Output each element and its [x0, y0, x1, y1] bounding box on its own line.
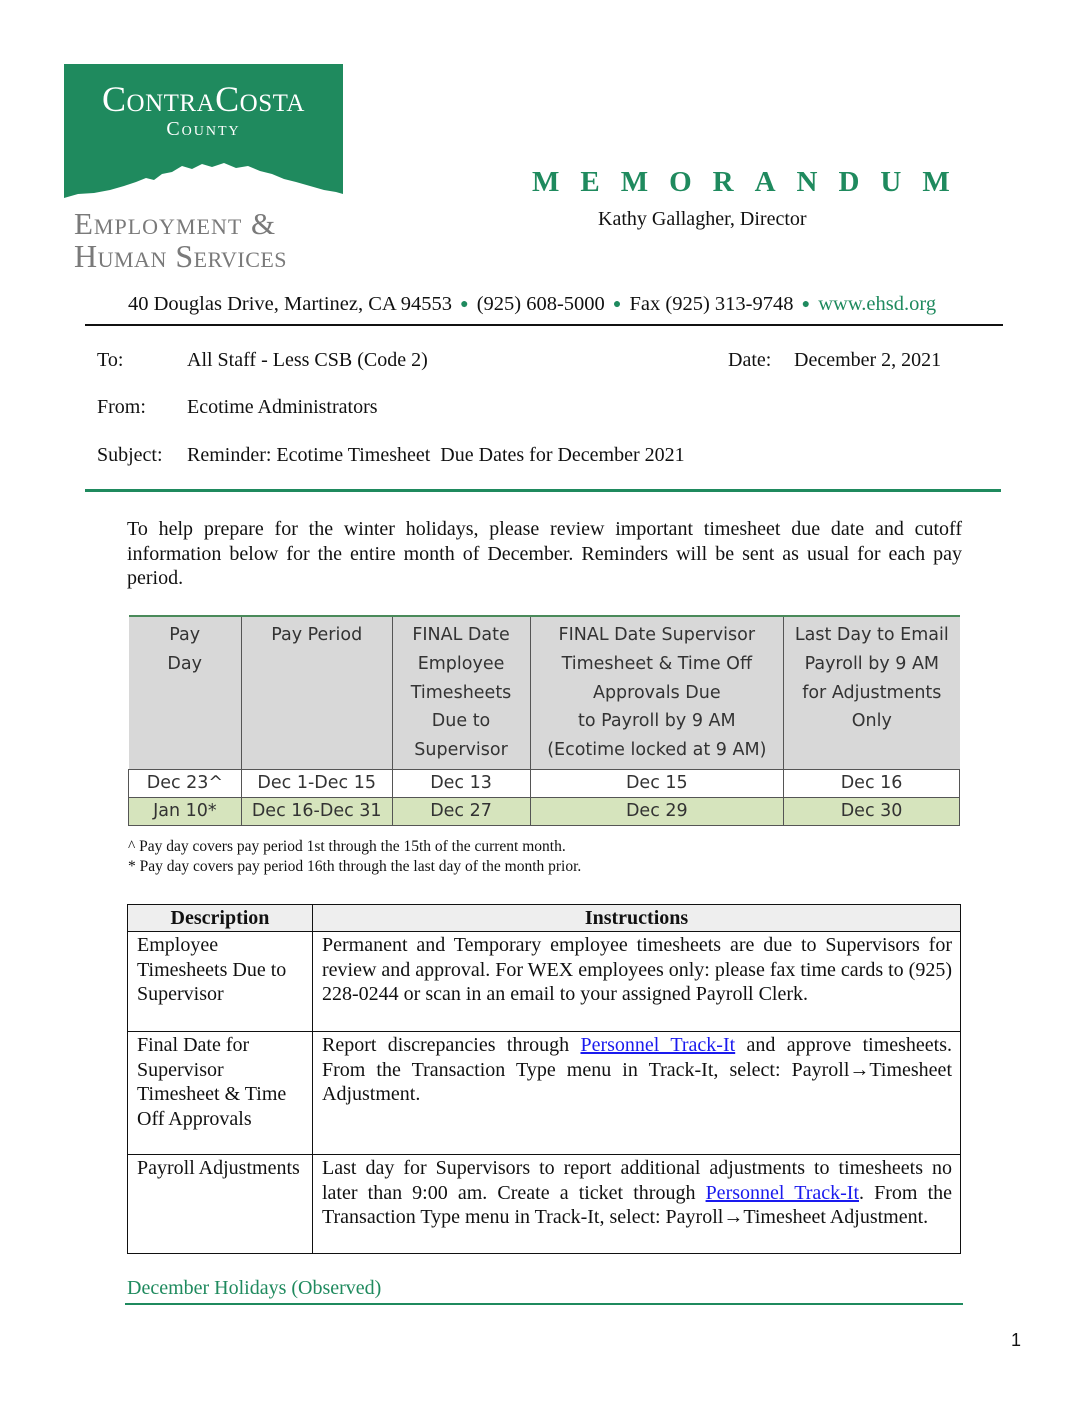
table-header-row — [128, 905, 961, 932]
header-instructions: Instructions — [313, 905, 961, 932]
divider — [125, 1303, 963, 1305]
to-label: To: — [97, 349, 124, 371]
row-description: Final Date for Supervisor Timesheet & Time Off Approvals — [128, 1032, 313, 1155]
subject-value: Reminder: Ecotime Timesheet Due Dates for December 2021 — [187, 444, 685, 466]
table-row — [129, 769, 960, 797]
table-header-row — [129, 616, 960, 769]
personnel-track-it-link[interactable]: Personnel Track-It — [580, 1034, 736, 1056]
cell-pay-day: Jan 10* — [129, 797, 242, 825]
footnote-caret: ^ Pay day covers pay period 1st through the 15th of the current month. — [128, 838, 566, 855]
logo-county: County — [166, 118, 241, 140]
mountain-icon — [64, 160, 343, 204]
logo-employment: Employment & — [74, 206, 277, 241]
cell-employee-due: Dec 27 — [392, 797, 530, 825]
logo-contra-costa: ContraCosta — [102, 79, 305, 119]
header-description: Description — [128, 905, 313, 932]
bullet-icon: ● — [460, 297, 469, 313]
header-supervisor-due: FINAL Date Supervisor Timesheet & Time Off Approvals Due to Payroll by 9 AM (Ecotime locked at 9 AM) — [530, 616, 784, 769]
row-instructions: Report discrepancies through Personnel Track-It and approve timesheets. From the Transaction Type menu in Track-It, select: Payroll→Timesheet Adjustment. — [313, 1032, 961, 1155]
address-line — [128, 293, 936, 316]
header-pay-period: Pay Period — [241, 616, 392, 769]
from-value: Ecotime Administrators — [187, 396, 378, 418]
to-value: All Staff - Less CSB (Code 2) — [187, 349, 428, 371]
row-description: Employee Timesheets Due to Supervisor — [128, 932, 313, 1032]
holidays-heading: December Holidays (Observed) — [127, 1277, 382, 1299]
table-row — [128, 1032, 961, 1155]
cell-pay-day: Dec 23^ — [129, 769, 242, 797]
cell-employee-due: Dec 13 — [392, 769, 530, 797]
instructions-table — [127, 904, 961, 1254]
bullet-icon: ● — [801, 297, 811, 313]
logo-human-services: Human Services — [74, 238, 288, 274]
cell-supervisor-due: Dec 29 — [530, 797, 784, 825]
phone-number: (925) 608-5000 — [476, 293, 605, 315]
divider — [85, 324, 1003, 326]
website-link[interactable]: www.ehsd.org — [818, 293, 937, 315]
street-address: 40 Douglas Drive, Martinez, CA 94553 — [128, 293, 452, 315]
intro-paragraph: To help prepare for the winter holidays, please review important timesheet due date and cutoff information below for the entire month of December. Reminders will be sent as usual for each pay period. — [127, 518, 962, 589]
header-employee-due: FINAL Date Employee Timesheets Due to Supervisor — [392, 616, 530, 769]
row-instructions: Last day for Supervisors to report additional adjustments to timesheets no later than 9:00 am. Create a ticket through Personnel Track-It. From the Transaction Type menu in Track-It, select: Payroll→Timesheet Adjustment. — [313, 1155, 961, 1254]
cell-pay-period: Dec 1-Dec 15 — [241, 769, 392, 797]
director-name: Kathy Gallagher, Director — [598, 208, 807, 230]
fax-number: Fax (925) 313-9748 — [629, 293, 794, 315]
cell-pay-period: Dec 16-Dec 31 — [241, 797, 392, 825]
date-value: December 2, 2021 — [794, 349, 942, 371]
row-instructions: Permanent and Temporary employee timesheets are due to Supervisors for review and approval. For WEX employees only: please fax time cards to (925) 228-0244 or scan in an email to your assigned Payroll Clerk. — [313, 932, 961, 1032]
footnote-asterisk: * Pay day covers pay period 16th through the last day of the month prior. — [128, 858, 582, 875]
cell-supervisor-due: Dec 15 — [530, 769, 784, 797]
header-last-day-email: Last Day to Email Payroll by 9 AM for Adjustments Only — [784, 616, 960, 769]
memo-title: MEMORANDUM — [532, 166, 971, 198]
due-dates-table — [128, 615, 960, 826]
from-label: From: — [97, 396, 146, 418]
page-number: 1 — [1011, 1330, 1022, 1350]
date-label: Date: — [728, 349, 772, 371]
table-row — [128, 1155, 961, 1254]
agency-logo — [64, 64, 343, 204]
cell-last-day: Dec 30 — [784, 797, 960, 825]
bullet-icon: ● — [612, 297, 622, 313]
row-description: Payroll Adjustments — [128, 1155, 313, 1254]
subject-label: Subject: — [97, 444, 163, 466]
table-row — [128, 932, 961, 1032]
personnel-track-it-link[interactable]: Personnel Track-It — [705, 1181, 859, 1204]
header-pay-day: Pay Day — [129, 616, 242, 769]
table-row — [129, 797, 960, 825]
cell-last-day: Dec 16 — [784, 769, 960, 797]
divider — [85, 489, 1001, 492]
